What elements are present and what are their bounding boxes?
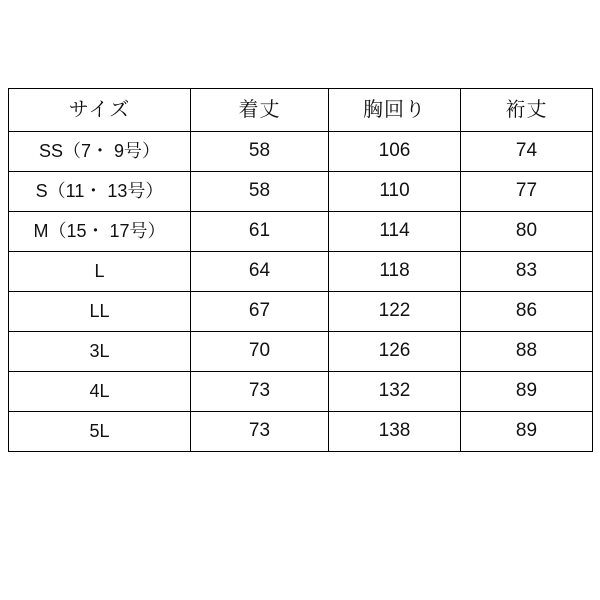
- row-size-label: LL: [9, 292, 191, 332]
- row-chest-value: 118: [329, 252, 461, 292]
- size-table-container: [8, 88, 592, 452]
- row-length-value: 61: [191, 212, 329, 252]
- table-row: [9, 412, 593, 452]
- column-header-length: 着丈: [191, 89, 329, 132]
- row-length-value: 67: [191, 292, 329, 332]
- table-row: [9, 132, 593, 172]
- column-header-sleeve: 裄丈: [461, 89, 593, 132]
- row-length-value: 73: [191, 412, 329, 452]
- row-size-label: L: [9, 252, 191, 292]
- row-chest-value: 126: [329, 332, 461, 372]
- row-length-value: 58: [191, 172, 329, 212]
- table-row: [9, 172, 593, 212]
- row-sleeve-value: 89: [461, 412, 593, 452]
- row-chest-value: 132: [329, 372, 461, 412]
- row-sleeve-value: 74: [461, 132, 593, 172]
- table-header: [9, 89, 593, 132]
- row-size-label: 4L: [9, 372, 191, 412]
- row-chest-value: 106: [329, 132, 461, 172]
- row-size-label: 5L: [9, 412, 191, 452]
- table-row: [9, 212, 593, 252]
- row-chest-value: 114: [329, 212, 461, 252]
- row-size-label: 3L: [9, 332, 191, 372]
- row-chest-value: 138: [329, 412, 461, 452]
- row-sleeve-value: 86: [461, 292, 593, 332]
- row-sleeve-value: 80: [461, 212, 593, 252]
- size-table: [8, 88, 593, 452]
- row-chest-value: 110: [329, 172, 461, 212]
- row-length-value: 58: [191, 132, 329, 172]
- table-row: [9, 372, 593, 412]
- column-header-size: サイズ: [9, 89, 191, 132]
- table-body: [9, 132, 593, 452]
- table-row: [9, 252, 593, 292]
- row-length-value: 70: [191, 332, 329, 372]
- row-length-value: 73: [191, 372, 329, 412]
- column-header-chest: 胸回り: [329, 89, 461, 132]
- row-size-label: S（11・ 13号）: [9, 172, 191, 212]
- row-chest-value: 122: [329, 292, 461, 332]
- row-sleeve-value: 88: [461, 332, 593, 372]
- row-size-label: SS（7・ 9号）: [9, 132, 191, 172]
- table-row: [9, 332, 593, 372]
- table-row: [9, 292, 593, 332]
- row-size-label: M（15・ 17号）: [9, 212, 191, 252]
- table-header-row: [9, 89, 593, 132]
- row-sleeve-value: 83: [461, 252, 593, 292]
- row-length-value: 64: [191, 252, 329, 292]
- row-sleeve-value: 77: [461, 172, 593, 212]
- row-sleeve-value: 89: [461, 372, 593, 412]
